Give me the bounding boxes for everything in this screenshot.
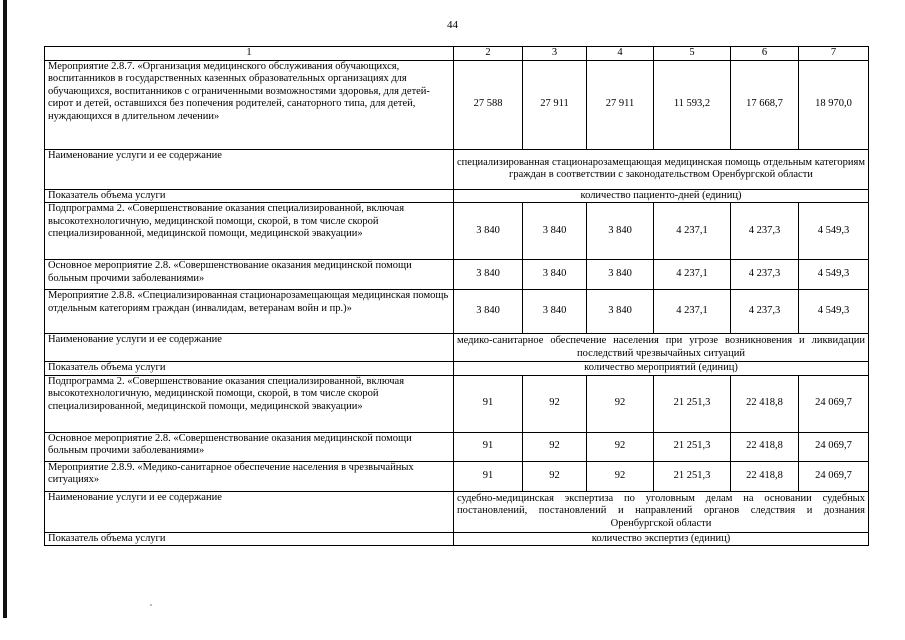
- value-cell: 3 840: [454, 260, 523, 290]
- value-cell: 4 549,3: [799, 260, 869, 290]
- service-description: судебно-медицинская экспертиза по уголовным делам на основании судебных постановлений, постановлений и направлений органов следствия и дознания Оренбургской области: [454, 491, 869, 532]
- header-row: [45, 47, 869, 61]
- indicator-description: количество мероприятий (единиц): [454, 362, 869, 376]
- header-col-4: 4: [587, 47, 654, 61]
- value-cell: 3 840: [523, 290, 587, 334]
- service-description: специализированная стационарозамещающая медицинская помощь отдельным категориям граждан в соответствии с законодательством Оренбургской области: [454, 149, 869, 189]
- value-cell: 22 418,8: [731, 461, 799, 491]
- value-cell: 17 668,7: [731, 60, 799, 149]
- value-cell: 4 237,1: [654, 290, 731, 334]
- row-label: Мероприятие 2.8.7. «Организация медицинского обслуживания обучающихся, воспитанников в государственных казенных образовательных организациях для обучающихся, воспитанников с ограниченными возможностями здоровья, для детей-сирот и детей, оставшихся без попечения родителей, санаторного типа, для детей, нуждающихся в длительном лечении»: [45, 60, 454, 149]
- indicator-label: Показатель объема услуги: [45, 362, 454, 376]
- value-cell: 92: [587, 461, 654, 491]
- value-cell: 4 237,1: [654, 260, 731, 290]
- header-col-1: 1: [45, 47, 454, 61]
- value-cell: 3 840: [587, 260, 654, 290]
- value-cell: 18 970,0: [799, 60, 869, 149]
- table-row: [45, 260, 869, 290]
- value-cell: 92: [587, 432, 654, 461]
- value-cell: 91: [454, 432, 523, 461]
- value-cell: 11 593,2: [654, 60, 731, 149]
- value-cell: 91: [454, 375, 523, 432]
- value-cell: 21 251,3: [654, 375, 731, 432]
- value-cell: 91: [454, 461, 523, 491]
- header-col-5: 5: [654, 47, 731, 61]
- table-row: [45, 375, 869, 432]
- value-cell: 27 911: [523, 60, 587, 149]
- table-row: [45, 432, 869, 461]
- indicator-description: количество экспертиз (единиц): [454, 532, 869, 546]
- header-col-3: 3: [523, 47, 587, 61]
- row-label: Подпрограмма 2. «Совершенствование оказания специализированной, включая высокотехнологичную, медицинской помощи, скорой, в том числе скорой специализированной, медицинской помощи, медицинской эвакуации»: [45, 203, 454, 260]
- indicator-row: [45, 532, 869, 546]
- value-cell: 3 840: [523, 203, 587, 260]
- service-description: медико-санитарное обеспечение населения при угрозе возникновения и ликвидации последствий чрезвычайных ситуаций: [454, 334, 869, 362]
- row-label: Основное мероприятие 2.8. «Совершенствование оказания медицинской помощи больным прочими заболеваниями»: [45, 260, 454, 290]
- value-cell: 3 840: [454, 290, 523, 334]
- table-row: [45, 203, 869, 260]
- row-label: Основное мероприятие 2.8. «Совершенствование оказания медицинской помощи больным прочими заболеваниями»: [45, 432, 454, 461]
- header-col-2: 2: [454, 47, 523, 61]
- value-cell: 22 418,8: [731, 375, 799, 432]
- indicator-row: [45, 362, 869, 376]
- row-label: Мероприятие 2.8.8. «Специализированная стационарозамещающая медицинская помощь отдельным категориям граждан (инвалидам, ветеранам войн и пр.)»: [45, 290, 454, 334]
- value-cell: 24 069,7: [799, 432, 869, 461]
- row-label: Мероприятие 2.8.9. «Медико-санитарное обеспечение населения в чрезвычайных ситуациях»: [45, 461, 454, 491]
- value-cell: 27 588: [454, 60, 523, 149]
- indicator-label: Показатель объема услуги: [45, 189, 454, 203]
- value-cell: 4 237,3: [731, 290, 799, 334]
- value-cell: 3 840: [454, 203, 523, 260]
- service-row: [45, 334, 869, 362]
- value-cell: 92: [523, 432, 587, 461]
- table-row: [45, 60, 869, 149]
- budget-table: [44, 46, 869, 546]
- table-row: [45, 290, 869, 334]
- value-cell: 21 251,3: [654, 461, 731, 491]
- scan-speck: [150, 604, 152, 606]
- header-col-7: 7: [799, 47, 869, 61]
- value-cell: 22 418,8: [731, 432, 799, 461]
- value-cell: 4 549,3: [799, 203, 869, 260]
- value-cell: 3 840: [587, 290, 654, 334]
- service-label: Наименование услуги и ее содержание: [45, 491, 454, 532]
- value-cell: 4 237,1: [654, 203, 731, 260]
- value-cell: 92: [587, 375, 654, 432]
- value-cell: 3 840: [523, 260, 587, 290]
- service-row: [45, 491, 869, 532]
- indicator-description: количество пациенто-дней (единиц): [454, 189, 869, 203]
- header-col-6: 6: [731, 47, 799, 61]
- indicator-label: Показатель объема услуги: [45, 532, 454, 546]
- value-cell: 4 237,3: [731, 260, 799, 290]
- value-cell: 24 069,7: [799, 461, 869, 491]
- value-cell: 92: [523, 461, 587, 491]
- value-cell: 24 069,7: [799, 375, 869, 432]
- value-cell: 4 237,3: [731, 203, 799, 260]
- value-cell: 4 549,3: [799, 290, 869, 334]
- page-number: 44: [447, 19, 458, 31]
- indicator-row: [45, 189, 869, 203]
- service-label: Наименование услуги и ее содержание: [45, 149, 454, 189]
- value-cell: 27 911: [587, 60, 654, 149]
- value-cell: 92: [523, 375, 587, 432]
- binding-edge-bar: [3, 0, 7, 618]
- value-cell: 3 840: [587, 203, 654, 260]
- service-label: Наименование услуги и ее содержание: [45, 334, 454, 362]
- service-row: [45, 149, 869, 189]
- row-label: Подпрограмма 2. «Совершенствование оказания специализированной, включая высокотехнологичную, медицинской помощи, скорой, в том числе скорой специализированной, медицинской помощи, медицинской эвакуации»: [45, 375, 454, 432]
- value-cell: 21 251,3: [654, 432, 731, 461]
- table-row: [45, 461, 869, 491]
